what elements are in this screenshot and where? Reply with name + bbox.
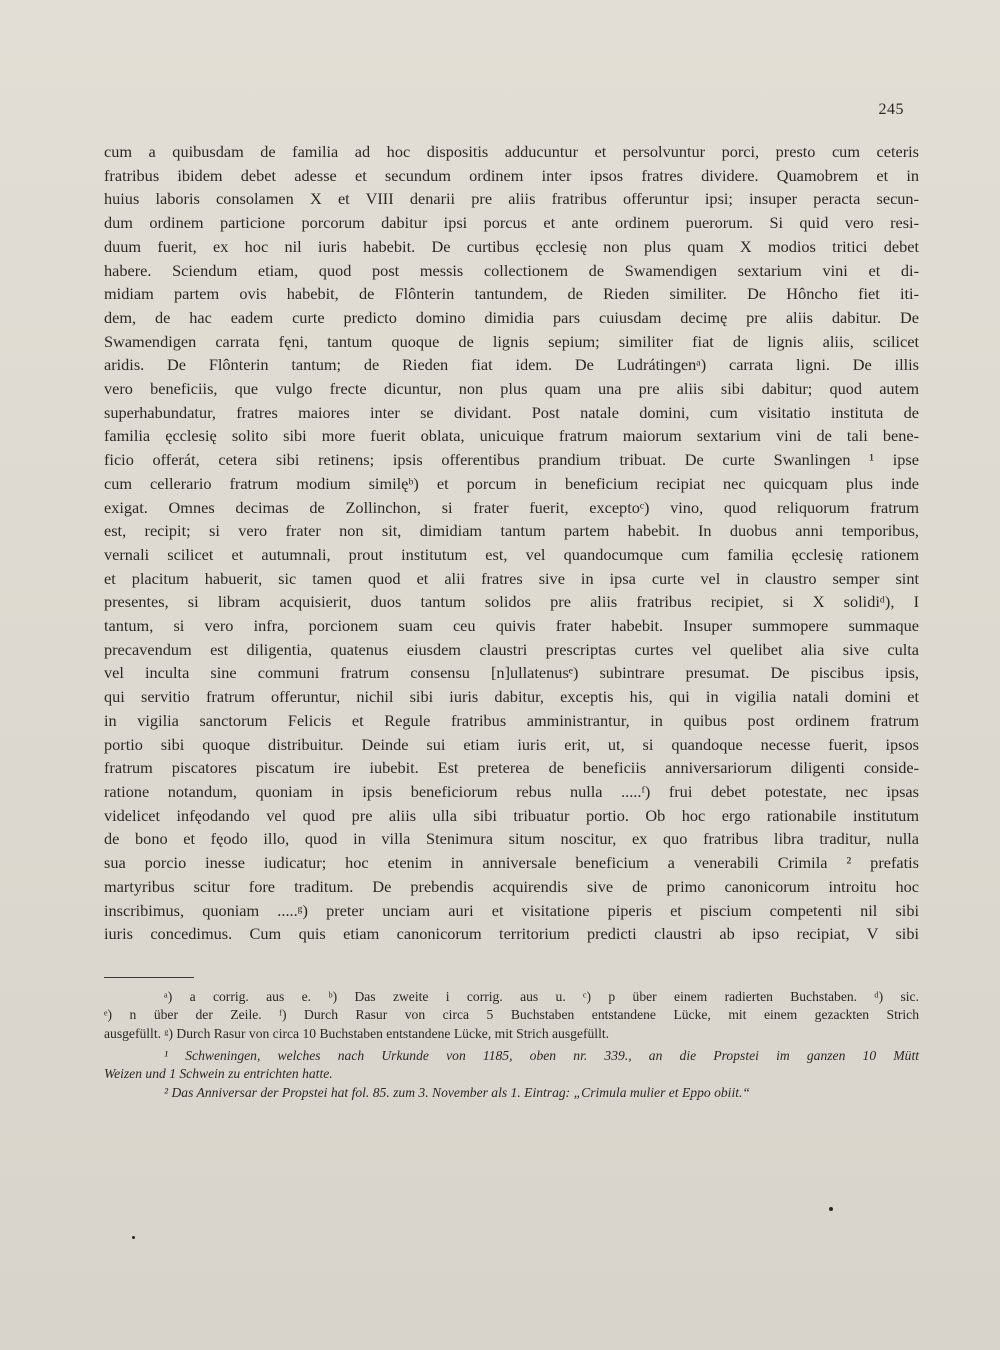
- text-line: in vigilia sanctorum Felicis et Regule fratribus amministrantur, in quibus post ordinem fratrum: [104, 710, 919, 730]
- text-line: vero beneficiis, que vulgo frecte dicuntur, non plus quam una pre aliis sibi dabitur; quod autem: [104, 379, 919, 399]
- text-line: duum fuerit, ex hoc nil iuris habebit. De curtibus ęcclesię non plus quam X modios tritici debet: [104, 236, 919, 256]
- text-line: martyribus scitur fore traditum. De prebendis acquirendis sive de primo canonicorum introitu hoc: [104, 876, 919, 896]
- text-line: aridis. De Flônterin tantum; de Rieden fiat idem. De Ludrátingenᵃ) carrata ligni. De illis: [104, 355, 919, 375]
- ink-speck: [829, 1207, 833, 1211]
- apparatus-line: ausgefüllt. ᵍ) Durch Rasur von circa 10 Buchstaben entstandene Lücke, mit Strich ausgefüllt.: [104, 1025, 610, 1041]
- text-line: sua porcio inesse iudicatur; hoc etenim in anniversale beneficium a venerabili Crimila ² prefatis: [104, 853, 919, 873]
- text-line: fratribus ibidem debet adesse et secundum ordinem inter ipsos fratres dividere. Quamobrem et in: [104, 165, 919, 185]
- text-line: cum a quibusdam de familia ad hoc dispositis adducuntur et persolvuntur porci, presto cum ceteris: [104, 142, 919, 161]
- text-line: midiam partem ovis habebit, de Flônterin tantundem, de Rieden similiter. De Hôncho fiet iti-: [104, 284, 919, 304]
- text-line: familia ęcclesię solito sibi more fuerit oblata, unicuique fratrum maiorum sextarium vini de tali bene-: [104, 426, 919, 446]
- text-line: presentes, si libram acquisierit, duos tantum solidos pre aliis fratribus recipiet, si X solidiᵈ), I: [104, 592, 919, 612]
- text-line: iuris concedimus. Cum quis etiam canonicorum territorium predicti claustri ab ipso recipiat, V sibi: [104, 924, 919, 944]
- text-line: qui servitio fratrum offeruntur, nichil sibi iuris dabitur, exceptis his, qui in vigilia natali domini et: [104, 687, 919, 707]
- text-line: portio sibi quoque distribuitur. Deinde sui etiam iuris erit, ut, si quandoque necesse fuerit, ipsos: [104, 734, 919, 754]
- footnote-line: ¹ Schweningen, welches nach Urkunde von 1185, oben nr. 339., an die Propstei im ganzen 10 Mütt: [164, 1048, 919, 1063]
- page-number: 245: [878, 101, 904, 118]
- text-line: ratione notandum, quoniam in ipsis beneficiorum rebus nulla .....ᶠ) frui debet potestate, nec ipsas: [104, 781, 919, 801]
- text-line: vernali scilicet et autumnali, prout institutum est, vel quandocumque cum familia ęcclesię rationem: [104, 544, 919, 564]
- text-line: vel inculta sine communi fratrum consensu [n]ullatenusᵉ) subintrare presumat. De piscibus ipsis,: [104, 663, 919, 683]
- text-line: habere. Sciendum etiam, quod post messis collectionem de Swamendigen sextarium vini et di-: [104, 260, 919, 280]
- text-line: fratrum piscatores piscatum ire iubebit. Est preterea de beneficiis anniversariorum diligenti conside-: [104, 758, 919, 778]
- text-line: precavendum est diligentia, quatenus eiusdem claustri prescriptas curtes vel quelibet alia sive culta: [104, 639, 919, 659]
- main-text: [104, 140, 919, 946]
- critical-apparatus: [104, 988, 919, 1043]
- text-line: videlicet infęodando vel quod pre aliis ulla sibi tribuatur portio. Ob hoc ergo rationabile institutum: [104, 805, 919, 825]
- ink-speck: [132, 1236, 135, 1239]
- text-line: cum cellerario fratrum modium similęᵇ) et porcum in beneficium recipiat nec quicquam plus inde: [104, 473, 919, 493]
- text-line: ficio offerát, cetera sibi retinens; ipsis offerentibus prandium tribuat. De curte Swanlingen ¹ ipse: [104, 450, 919, 470]
- text-line: est, recipit; si vero frater non sit, dimidiam tantum partem habebit. In duobus anni temporibus,: [104, 521, 919, 541]
- text-line: superhabundatur, fratres maiores inter se dividant. Post natale domini, cum visitatio instituta de: [104, 402, 919, 422]
- text-line: Swamendigen carrata fęni, tantum quoque de lignis sepium; similiter fiat de lignis aliis, scilicet: [104, 331, 919, 351]
- apparatus-line: ᵃ) a corrig. aus e. ᵇ) Das zweite i corrig. aus u. ᶜ) p über einem radierten Buchstaben. ᵈ) sic.: [164, 989, 919, 1004]
- text-line: dem, de hac eadem curte predicto domino dimidia pars cuiusdam decimę pre aliis dabitur. De: [104, 307, 919, 327]
- footnote-line: Weizen und 1 Schwein zu entrichten hatte.: [104, 1066, 333, 1082]
- text-line: de bono et fęodo illo, quod in villa Stenimura situm noscitur, ex quo fratribus libra traditur, nulla: [104, 829, 919, 849]
- text-line: et placitum habuerit, sic tamen quod et alii fratres sive in ipsa curte vel in claustro semper sint: [104, 568, 919, 588]
- text-line: tantum, si vero infra, porcionem suam ceu quivis frater habebit. Insuper summopere summaque: [104, 616, 919, 636]
- text-line: exigat. Omnes decimas de Zollinchon, si frater fuerit, exceptoᶜ) vino, quod reliquorum fratrum: [104, 497, 919, 517]
- apparatus-line: ᵉ) n über der Zeile. ᶠ) Durch Rasur von circa 5 Buchstaben entstandene Lücke, mit einem gezackten Strich: [104, 1007, 919, 1023]
- text-line: huius laboris consolamen X et VIII denarii pre aliis fratribus offeruntur ipsi; insuper peracta secun-: [104, 189, 919, 209]
- footnotes: [104, 1047, 919, 1102]
- footnote-line: ² Das Anniversar der Propstei hat fol. 85. zum 3. November als 1. Eintrag: „Crimula mulier et Eppo obiit.“: [164, 1084, 750, 1100]
- text-line: dum ordinem particione porcorum dabitur ipsi porcus et ante ordinem puerorum. Si quid vero resi-: [104, 213, 919, 233]
- footnote-divider: [104, 977, 194, 978]
- text-line: inscribimus, quoniam .....ᵍ) preter unciam auri et visitatione piperis et piscium competenti nil sibi: [104, 900, 919, 920]
